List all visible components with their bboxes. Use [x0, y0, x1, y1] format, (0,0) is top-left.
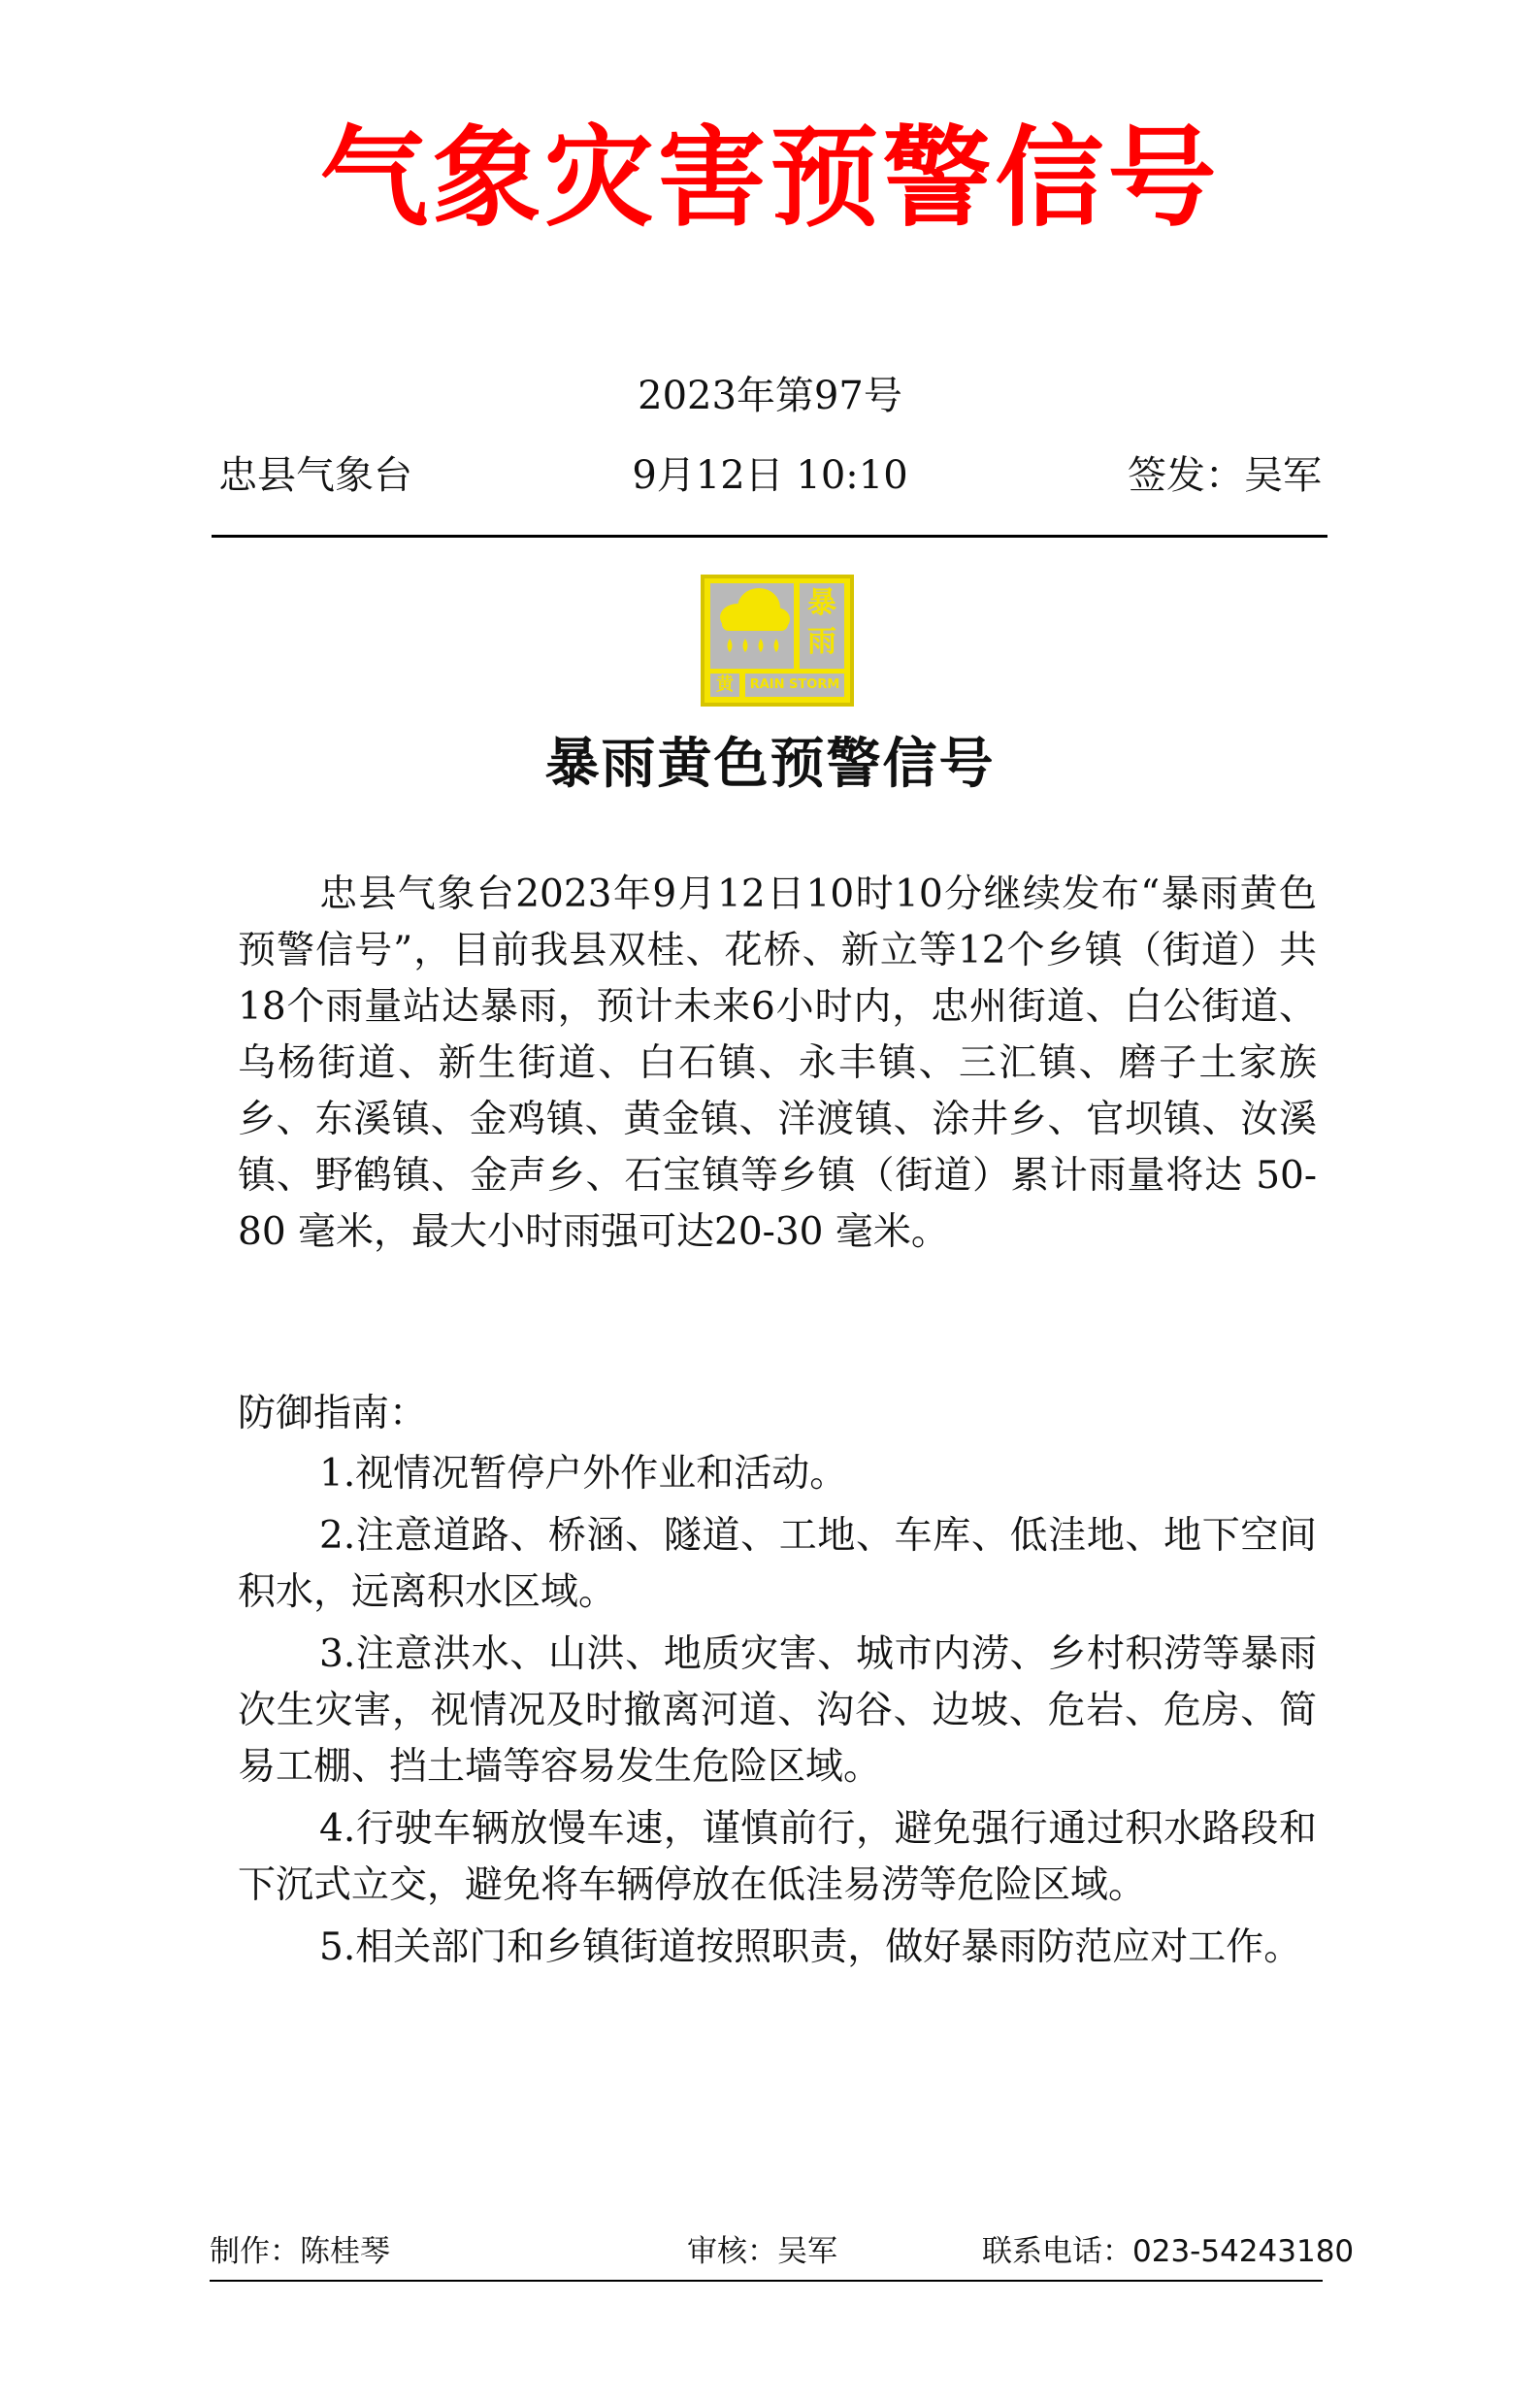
- footer-maker: 制作：陈桂琴: [210, 2234, 390, 2269]
- badge-char-3: 黄: [716, 675, 734, 695]
- guide-item: 1.视情况暂停户外作业和活动。: [319, 1452, 848, 1496]
- signer: 签发：吴军: [1128, 453, 1322, 498]
- guide-list: [238, 1446, 1317, 1982]
- guide-item: 2.注意道路、桥涵、隧道、工地、车库、低洼地、地下空间积水，远离积水区域。: [238, 1514, 1317, 1614]
- footer-divider: [210, 2280, 1323, 2282]
- issue-number: 2023年第97号: [638, 374, 902, 418]
- guide-item: 5.相关部门和乡镇街道按照职责，做好暴雨防范应对工作。: [319, 1926, 1302, 1969]
- badge-char-2: 雨: [807, 625, 836, 659]
- header-divider: [212, 535, 1327, 538]
- guide-item: 4.行驶车辆放慢车速，谨慎前行，避免强行通过积水路段和下沉式立交，避免将车辆停放在低洼易涝等危险区域。: [238, 1807, 1317, 1907]
- footer-contact: 联系电话：023-54243180: [982, 2234, 1355, 2269]
- issue-datetime: 9月12日 10:10: [632, 453, 908, 498]
- issuer: 忠县气象台: [218, 453, 412, 498]
- badge-english-label: RAIN STORM: [749, 677, 840, 692]
- warning-title: 暴雨黄色预警信号: [544, 732, 996, 796]
- footer-reviewer: 审核：吴军: [687, 2234, 837, 2269]
- document-title: 气象灾害预警信号: [319, 115, 1221, 242]
- guide-heading: 防御指南：: [238, 1392, 428, 1435]
- rainstorm-yellow-badge-icon: [701, 575, 854, 707]
- badge-char-1: 暴: [807, 586, 836, 620]
- guide-item: 3.注意洪水、山洪、地质灾害、城市内涝、乡村积涝等暴雨次生灾害，视情况及时撤离河道、沟谷、边坡、危岩、危房、简易工棚、挡土墙等容易发生危险区域。: [238, 1632, 1317, 1789]
- warning-body-paragraph: 忠县气象台2023年9月12日10时10分继续发布“暴雨黄色预警信号”，目前我县双桂、花桥、新立等12个乡镇（街道）共18个雨量站达暴雨，预计未来6小时内，忠州街道、白公街道、乌杨街道、新生街道、白石镇、永丰镇、三汇镇、磨子土家族乡、东溪镇、金鸡镇、黄金镇、洋渡镇、涂井乡、官坝镇、汝溪镇、野鹤镇、金声乡、石宝镇等乡镇（街道）累计雨量将达 50-80 毫米，最大小时雨强可达20-30 毫米。: [238, 872, 1317, 1254]
